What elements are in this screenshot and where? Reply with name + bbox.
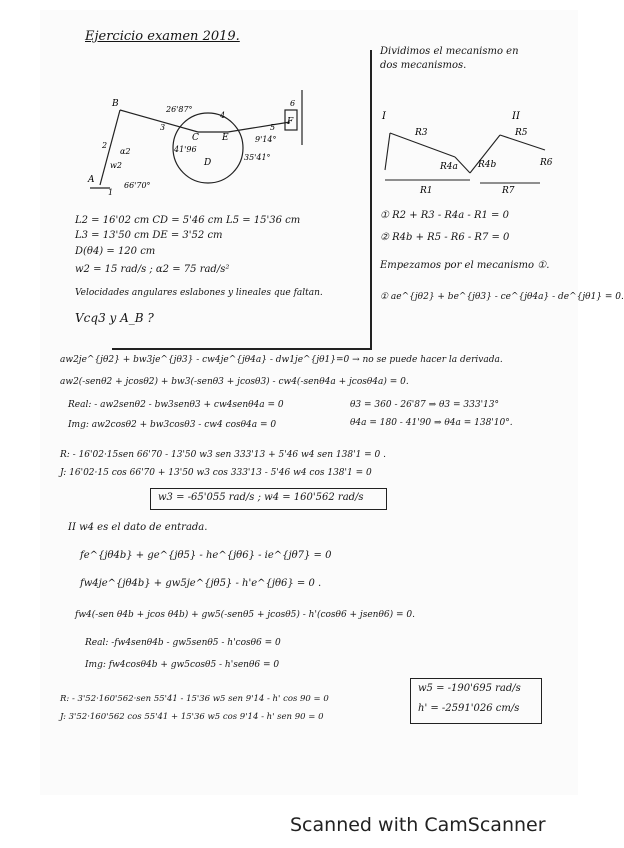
eq-real: Real: - aw2senθ2 - bw3senθ3 + cw4senθ4a = 0 (68, 400, 284, 410)
loop-eq-1: ① R2 + R3 - R4a - R1 = 0 (380, 210, 509, 221)
label-w2: w2 (110, 161, 122, 170)
eq-II-imag: Img: fw4cosθ4b + gw5cosθ5 - h'senθ6 = 0 (85, 660, 280, 670)
camscanner-footer: Scanned with CamScanner (290, 814, 546, 836)
vector-R7: R7 (502, 186, 515, 196)
label-alpha2: α2 (120, 147, 131, 156)
loop-eq-2: ② R4b + R5 - R6 - R7 = 0 (380, 232, 510, 243)
given-2: L3 = 13'50 cm DE = 3'52 cm (75, 230, 223, 241)
eq-J1: J: 16'02·15 cos 66'70 + 13'50 w3 cos 333'13 - 5'46 w4 cos 138'1 = 0 (60, 468, 372, 478)
vector-R4a: R4a (440, 162, 458, 172)
eq-expanded: aw2(-senθ2 + jcosθ2) + bw3(-senθ3 + jcosθ3) - cw4(-senθ4a + jcosθ4a) = 0. (60, 377, 409, 387)
eq-II-position: fe^{jθ4b} + ge^{jθ5} - he^{jθ6} - ie^{jθ7} = 0 (80, 550, 332, 561)
eq-II-velocity: fw4je^{jθ4b} + gw5je^{jθ5} - h'e^{jθ6} = 0 . (80, 578, 322, 589)
split-note-1: Dividimos el mecanismo en (380, 46, 519, 57)
given-5: Velocidades angulares eslabones y lineales que faltan. (75, 288, 323, 298)
theta3: θ3 = 360 - 26'87 ⇒ θ3 = 333'13° (350, 400, 500, 410)
label-1: 1 (108, 188, 114, 197)
vector-R4b: R4b (478, 160, 497, 170)
vector-R6: R6 (540, 158, 553, 168)
vector-R3: R3 (415, 128, 428, 138)
label-C: C (192, 133, 199, 143)
eq-II-J: J: 3'52·160'562 cos 55'41 + 15'36 w5 cos 9'14 - h' sen 90 = 0 (60, 712, 324, 722)
page-title: Ejercicio examen 2019. (85, 29, 240, 44)
label-E: E (222, 133, 229, 143)
eq-R1: R: - 16'02·15sen 66'70 - 13'50 w3 sen 333'13 + 5'46 w4 sen 138'1 = 0 . (60, 450, 386, 460)
angle-3: 9'14° (255, 135, 277, 144)
given-3: D(θ4) = 120 cm (75, 246, 156, 257)
label-2: 2 (102, 141, 108, 150)
given-4: w2 = 15 rad/s ; α2 = 75 rad/s² (75, 264, 230, 275)
section-divider (112, 348, 372, 350)
eq-II-real: Real: -fw4senθ4b - gw5senθ5 - h'cosθ6 = 0 (85, 638, 281, 648)
label-4: 4 (220, 111, 226, 120)
result-w5: w5 = -190'695 rad/s (418, 683, 521, 694)
label-5: 5 (270, 123, 276, 132)
scanned-page (40, 10, 624, 795)
complex-eq: ① ae^{jθ2} + be^{jθ3} - ce^{jθ4a} - de^{jθ1} = 0. (380, 292, 624, 302)
theta4a: θ4a = 180 - 41'90 ⇒ θ4a = 138'10°. (350, 418, 513, 428)
label-3: 3 (160, 123, 166, 132)
angle-4: 35'41° (244, 153, 271, 162)
vector-R1: R1 (420, 186, 433, 196)
eq-II-R: R: - 3'52·160'562·sen 55'41 - 15'36 w5 sen 9'14 - h' cos 90 = 0 (60, 694, 329, 704)
angle-2: 41'96 (174, 145, 197, 154)
mechanism-sketch (80, 70, 340, 200)
angle-5: 66'70° (124, 181, 151, 190)
label-D: D (204, 158, 212, 168)
vector-II: II (512, 111, 520, 122)
vector-diagram (370, 105, 560, 195)
angle-1: 26'87° (166, 105, 193, 114)
part-II-title: II w4 es el dato de entrada. (68, 522, 208, 533)
eq-velocity: aw2je^{jθ2} + bw3je^{jθ3} - cw4je^{jθ4a} - dw1je^{jθ1}=0 → no se puede hacer la derivada. (60, 355, 503, 365)
column-divider (370, 50, 372, 350)
given-1: L2 = 16'02 cm CD = 5'46 cm L5 = 15'36 cm (75, 215, 301, 226)
result-1: w3 = -65'055 rad/s ; w4 = 160'562 rad/s (158, 492, 364, 503)
eq-II-expanded: fw4(-sen θ4b + jcos θ4b) + gw5(-senθ5 + jcosθ5) - h'(cosθ6 + jsenθ6) = 0. (75, 610, 415, 620)
result-h: h' = -2591'026 cm/s (418, 703, 520, 714)
vector-R5: R5 (515, 128, 528, 138)
start-note: Empezamos por el mecanismo ①. (380, 260, 550, 271)
label-6: 6 (290, 99, 296, 108)
given-6: Vcq3 y A_B ? (75, 311, 154, 325)
label-F: F (287, 117, 294, 127)
label-B: B (112, 99, 119, 109)
vector-I: I (382, 111, 386, 122)
label-A: A (88, 175, 95, 185)
eq-imag: Img: aw2cosθ2 + bw3cosθ3 - cw4 cosθ4a = 0 (68, 420, 277, 430)
split-note-2: dos mecanismos. (380, 60, 467, 71)
